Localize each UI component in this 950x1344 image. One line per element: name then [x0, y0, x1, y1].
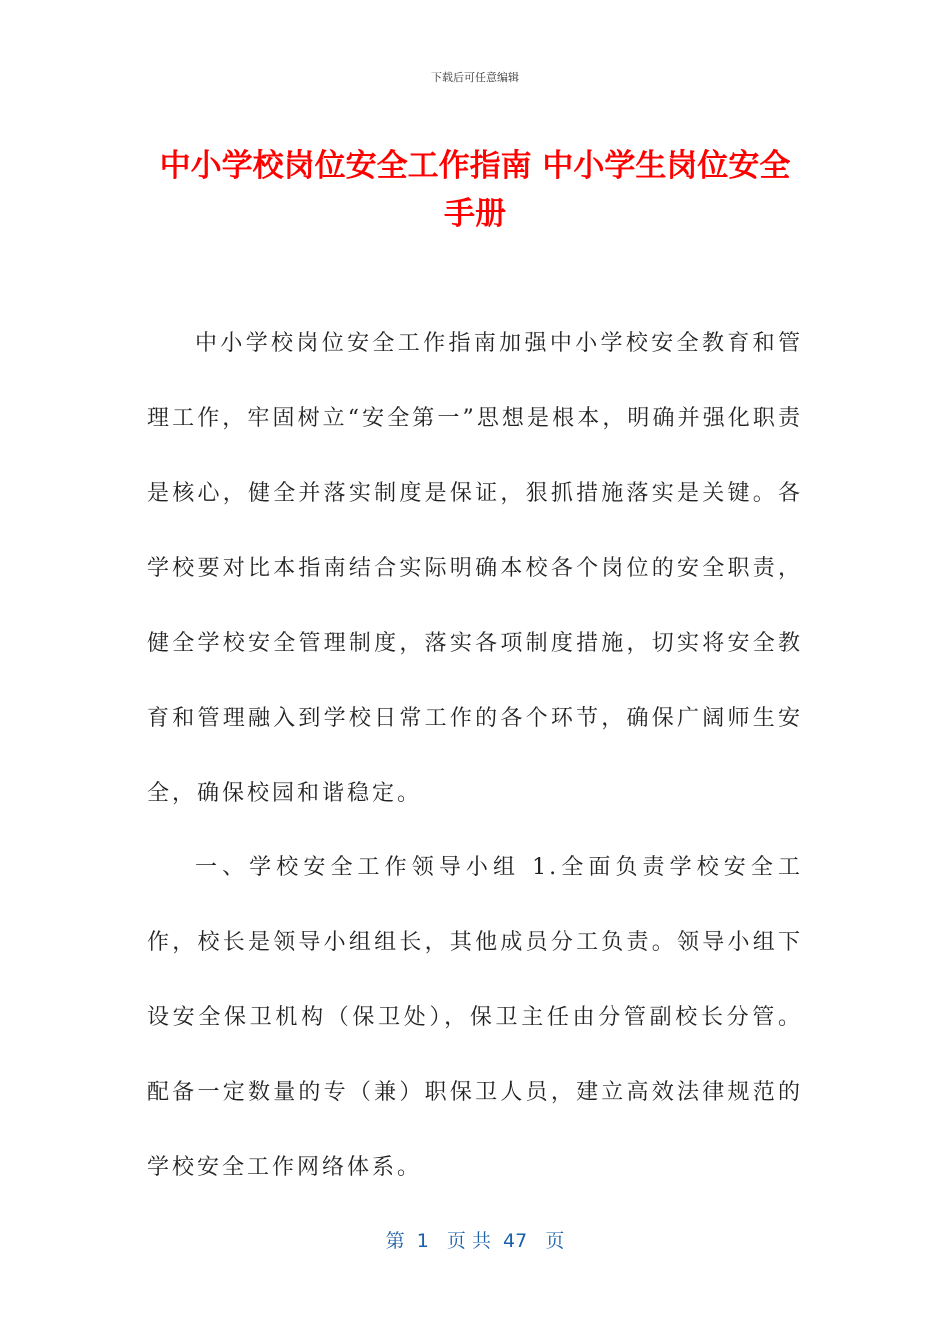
- body-paragraph-intro: 中小学校岗位安全工作指南加强中小学校安全教育和管理工作，牢固树立“安全第一”思想是根本，明确并强化职责是核心，健全并落实制度是保证，狠抓措施落实是关键。各学校要对比本指南结合实际明确本校各个岗位的安全职责，健全学校安全管理制度，落实各项制度措施，切实将安全教育和管理融入到学校日常工作的各个环节，确保广阔师生安全，确保校园和谐稳定。: [147, 331, 803, 806]
- document-title: 中小学校岗位安全工作指南 中小学生岗位安全手册: [159, 148, 791, 232]
- page-number-footer: 第 1 页 共 47 页: [385, 1230, 565, 1252]
- header-note: 下载后可任意编辑: [431, 71, 519, 84]
- body-paragraph-section-1: 一、学校安全工作领导小组 1.全面负责学校安全工作，校长是领导小组组长，其他成员分工负责。领导小组下设安全保卫机构（保卫处），保卫主任由分管副校长分管。配备一定数量的专（兼）职保卫人员，建立高效法律规范的学校安全工作网络体系。: [147, 855, 803, 1180]
